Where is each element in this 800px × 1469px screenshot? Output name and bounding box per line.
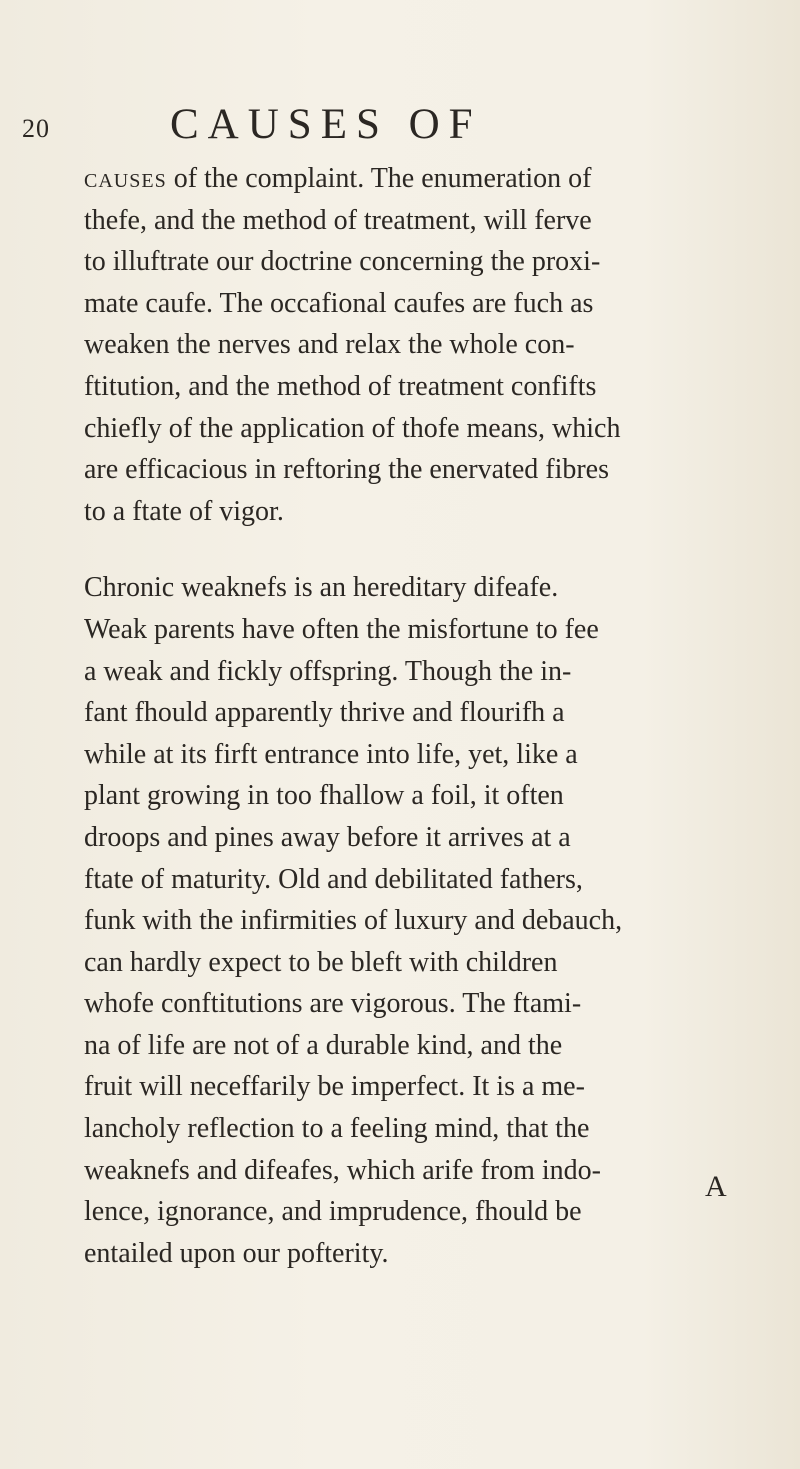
paragraph-gap	[84, 532, 738, 567]
text-line: Weak parents have often the misfortune to fee	[84, 613, 599, 645]
text-line: fant fhould apparently thrive and flourifh a	[84, 697, 565, 729]
paragraph-1	[84, 158, 738, 532]
text-line: ftate of maturity. Old and debilitated fathers,	[84, 863, 583, 895]
text-line: are efficacious in reftoring the enervated fibres	[84, 454, 609, 486]
text-line: ftitution, and the method of treatment confifts	[84, 370, 597, 402]
text-line: causes of the complaint. The enumeration of	[84, 163, 592, 194]
text-line: na of life are not of a durable kind, and the	[84, 1029, 563, 1061]
text-line: funk with the infirmities of luxury and debauch,	[84, 905, 623, 937]
text-line: to a ftate of vigor.	[84, 495, 284, 527]
text-line: Chronic weaknefs is an hereditary difeafe.	[84, 572, 559, 604]
text-line: droops and pines away before it arrives at a	[84, 821, 571, 853]
text-line: chiefly of the application of thofe means, which	[84, 412, 621, 444]
page-header	[0, 100, 800, 150]
text-line: weaken the nerves and relax the whole con-	[84, 329, 575, 361]
catchword: A	[705, 1170, 727, 1203]
text-line: plant growing in too fhallow a foil, it often	[84, 780, 564, 812]
body-text	[84, 158, 738, 1274]
small-caps-lead: causes	[84, 163, 167, 194]
text-line: lancholy reflection to a feeling mind, that the	[84, 1113, 590, 1145]
running-title: CAUSES OF	[170, 101, 482, 148]
text-line: thefe, and the method of treatment, will ferve	[84, 204, 592, 236]
text-line: a weak and fickly offspring. Though the in-	[84, 655, 572, 687]
page-number: 20	[22, 114, 50, 143]
text-line: fruit will neceffarily be imperfect. It is a me-	[84, 1071, 585, 1103]
text-line: lence, ignorance, and imprudence, fhould be	[84, 1196, 582, 1228]
text-line: entailed upon our pofterity.	[84, 1237, 389, 1269]
text-line: mate caufe. The occafional caufes are fuch as	[84, 287, 594, 319]
text-line: can hardly expect to be bleft with children	[84, 946, 558, 978]
text-line: weaknefs and difeafes, which arife from indo-	[84, 1154, 602, 1186]
paragraph-2	[84, 567, 738, 1274]
text-line: to illuftrate our doctrine concerning the proxi-	[84, 246, 601, 278]
text-line: while at its firft entrance into life, yet, like a	[84, 738, 578, 770]
text-line: whofe conftitutions are vigorous. The ftami-	[84, 988, 582, 1020]
